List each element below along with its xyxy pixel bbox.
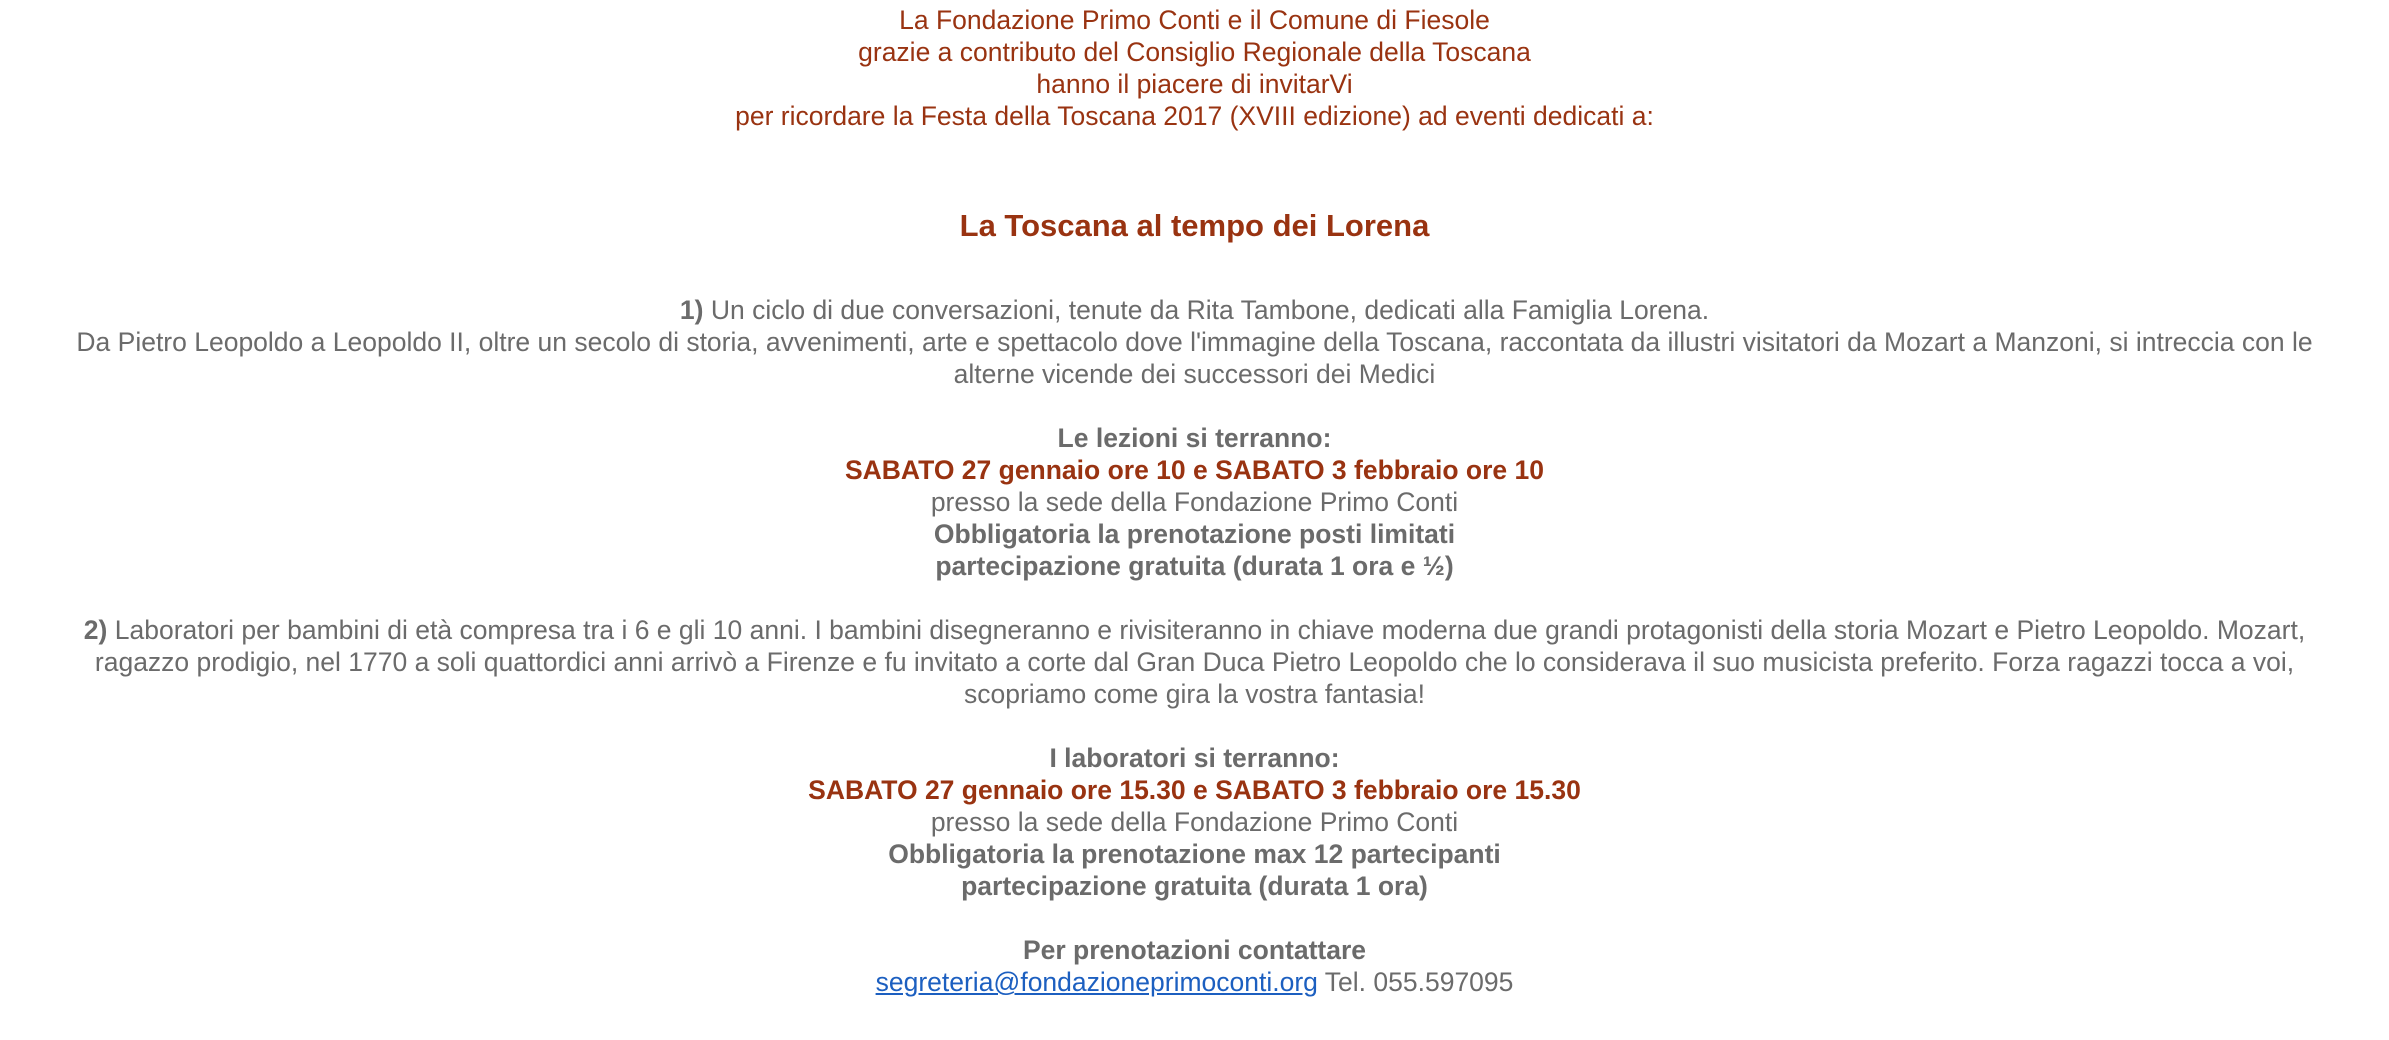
spacer (60, 710, 2329, 742)
email-link[interactable]: segreteria@fondazioneprimoconti.org (875, 967, 1318, 997)
spacer (60, 390, 2329, 422)
contact-line (60, 966, 2329, 998)
section1-intro (60, 294, 2329, 326)
section-conversations (60, 294, 2329, 582)
section1-intro-text: Un ciclo di due conversazioni, tenute da Rita Tambone, dedicati alla Famiglia Lorena. (703, 295, 1710, 325)
section1-dates: SABATO 27 gennaio ore 10 e SABATO 3 febbraio ore 10 (844, 455, 1544, 485)
spacer (60, 582, 2329, 614)
section2-participation: partecipazione gratuita (durata 1 ora) (961, 871, 1428, 901)
section-workshops (60, 614, 2329, 902)
section2-location: presso la sede della Fondazione Primo Conti (930, 807, 1459, 837)
header-line-4: per ricordare la Festa della Toscana 2017 (XVIII edizione) ad eventi dedicati a: (735, 101, 1654, 131)
header-line-3: hanno il piacere di invitarVi (1036, 69, 1353, 99)
event-title: La Toscana al tempo dei Lorena (959, 208, 1430, 243)
invitation-header (60, 4, 2329, 132)
section1-heading: Le lezioni si terranno: (1057, 423, 1332, 453)
section2-description-block (60, 614, 2329, 710)
section2-booking: Obbligatoria la prenotazione max 12 partecipanti (888, 839, 1501, 869)
section1-description: Da Pietro Leopoldo a Leopoldo II, oltre un secolo di storia, avvenimenti, arte e spettacolo dove l'immagine della Toscana, raccontata da illustri visitatori da Mozart a Manzoni, si intreccia con le alterne vicende dei successori dei Medici (76, 327, 2313, 389)
header-line-1: La Fondazione Primo Conti e il Comune di Fiesole (899, 5, 1490, 35)
section2-heading: I laboratori si terranno: (1049, 743, 1340, 773)
section2-number: 2) (83, 615, 108, 645)
phone-number: Tel. 055.597095 (1317, 967, 1514, 997)
contact-heading: Per prenotazioni contattare (1022, 935, 1367, 965)
section1-location: presso la sede della Fondazione Primo Conti (930, 487, 1459, 517)
section1-number: 1) (679, 295, 704, 325)
contact-block (60, 934, 2329, 998)
spacer (60, 902, 2329, 934)
section2-description: Laboratori per bambini di età compresa tra i 6 e gli 10 anni. I bambini disegneranno e rivisiteranno in chiave moderna due grandi protagonisti della storia Mozart e Pietro Leopoldo. Mozart, ragazzo prodigio, nel 1770 a soli quattordici anni arrivò a Firenze e fu invitato a corte dal Gran Duca Pietro Leopoldo che lo considerava il suo musicista preferito. Forza ragazzi tocca a voi, scopriamo come gira la vostra fantasia! (94, 615, 2306, 709)
section2-dates: SABATO 27 gennaio ore 15.30 e SABATO 3 febbraio ore 15.30 (808, 775, 1581, 805)
section1-booking: Obbligatoria la prenotazione posti limitati (933, 519, 1456, 549)
header-line-2: grazie a contributo del Consiglio Regionale della Toscana (858, 37, 1531, 67)
section1-participation: partecipazione gratuita (durata 1 ora e ½) (935, 551, 1454, 581)
